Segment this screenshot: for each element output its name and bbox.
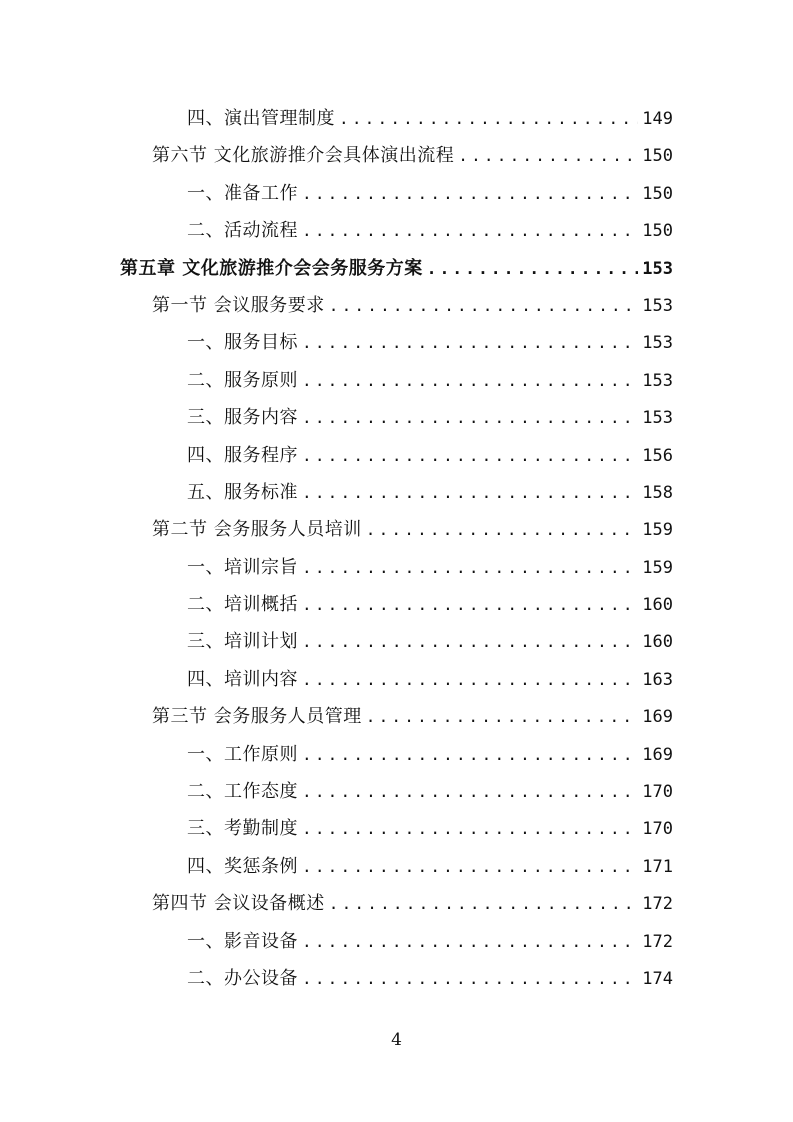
toc-entry-label: 三、服务内容 <box>187 407 298 429</box>
toc-entry-line <box>187 549 673 587</box>
toc-entry-label: 二、培训概括 <box>187 594 298 616</box>
toc-subsection-entry[interactable] <box>0 362 793 399</box>
toc-entry-label: 四、服务程序 <box>187 444 298 466</box>
toc-dot-leader <box>366 511 639 548</box>
toc-dot-leader <box>302 399 638 436</box>
toc-subsection-entry[interactable] <box>0 773 793 810</box>
toc-page-number: 171 <box>642 856 673 877</box>
toc-entry-line <box>187 623 673 661</box>
toc-entry-label: 四、培训内容 <box>187 668 298 690</box>
toc-page-number: 153 <box>642 333 673 354</box>
toc-entry-label: 二、办公设备 <box>187 967 298 989</box>
toc-entry-label: 第三节 会务服务人员管理 <box>152 706 362 728</box>
toc-page-number: 172 <box>642 931 673 952</box>
toc-entry-line <box>187 362 673 400</box>
toc-section-entry[interactable] <box>0 885 793 922</box>
toc-entry-line <box>187 100 673 138</box>
toc-page-number: 153 <box>642 258 673 279</box>
toc-subsection-entry[interactable] <box>0 437 793 474</box>
toc-entry-line <box>152 698 673 736</box>
toc-entry-label: 第二节 会务服务人员培训 <box>152 519 362 541</box>
toc-entry-label: 第四节 会议设备概述 <box>152 893 325 915</box>
toc-page-number: 159 <box>642 520 673 541</box>
toc-page-number: 149 <box>642 109 673 129</box>
toc-entry-line <box>187 586 673 624</box>
toc-chapter-entry[interactable] <box>0 250 793 287</box>
toc-dot-leader <box>302 324 638 361</box>
toc-subsection-entry[interactable] <box>0 848 793 885</box>
toc-entry-label: 第一节 会议服务要求 <box>152 294 325 316</box>
toc-page-number: 169 <box>642 707 673 728</box>
toc-subsection-entry[interactable] <box>0 661 793 698</box>
toc-dot-leader <box>302 773 638 810</box>
toc-page-number: 160 <box>642 595 673 616</box>
toc-page-number: 153 <box>642 295 673 316</box>
toc-subsection-entry[interactable] <box>0 212 793 249</box>
toc-section-entry[interactable] <box>0 698 793 735</box>
toc-entry-line <box>152 287 673 325</box>
toc-entry-label: 二、活动流程 <box>187 220 298 242</box>
toc-dot-leader <box>302 362 638 399</box>
toc-entry-line <box>187 773 673 811</box>
toc-entry-line <box>187 399 673 437</box>
toc-page-number: 160 <box>642 632 673 653</box>
page-number: 4 <box>391 1030 402 1050</box>
toc-dot-leader <box>302 437 638 474</box>
toc-section-entry[interactable] <box>0 137 793 174</box>
toc-page-number: 158 <box>642 482 673 503</box>
toc-entry-line <box>187 810 673 848</box>
toc-subsection-entry[interactable] <box>0 810 793 847</box>
toc-page-number: 153 <box>642 370 673 391</box>
toc-section-entry[interactable] <box>0 511 793 548</box>
toc-entry-label: 一、服务目标 <box>187 332 298 354</box>
toc-subsection-entry[interactable] <box>0 100 793 137</box>
toc-entry-label: 一、影音设备 <box>187 930 298 952</box>
toc-entry-line <box>120 250 673 288</box>
toc-entry-line <box>187 212 673 250</box>
toc-page-number: 170 <box>642 819 673 840</box>
toc-dot-leader <box>458 137 638 174</box>
toc-dot-leader <box>302 923 638 960</box>
toc-page-number: 156 <box>642 445 673 466</box>
toc-page-number: 170 <box>642 782 673 803</box>
toc-page-number: 159 <box>642 557 673 578</box>
toc-dot-leader <box>302 474 638 511</box>
toc-subsection-entry[interactable] <box>0 960 793 997</box>
toc-dot-leader <box>302 175 638 212</box>
toc-entry-line <box>187 736 673 774</box>
toc-dot-leader <box>329 885 639 922</box>
toc-dot-leader <box>302 623 638 660</box>
toc-page-number: 150 <box>642 221 673 242</box>
toc-dot-leader <box>302 586 638 623</box>
toc-entry-line <box>152 137 673 175</box>
table-of-contents <box>0 100 793 997</box>
toc-entry-label: 二、工作态度 <box>187 781 298 803</box>
toc-dot-leader <box>302 549 638 586</box>
toc-entry-line <box>187 848 673 886</box>
toc-dot-leader <box>302 661 638 698</box>
toc-page-number: 150 <box>642 146 673 167</box>
toc-entry-line <box>187 960 673 998</box>
toc-page-number: 169 <box>642 744 673 765</box>
toc-entry-line <box>152 885 673 923</box>
toc-entry-line <box>187 474 673 512</box>
toc-dot-leader <box>329 287 639 324</box>
toc-subsection-entry[interactable] <box>0 623 793 660</box>
toc-entry-label: 第六节 文化旅游推介会具体演出流程 <box>152 145 455 167</box>
toc-subsection-entry[interactable] <box>0 175 793 212</box>
toc-entry-label: 三、培训计划 <box>187 631 298 653</box>
toc-entry-line <box>187 437 673 475</box>
toc-entry-label: 第五章 文化旅游推介会会务服务方案 <box>120 257 423 279</box>
toc-dot-leader <box>302 960 638 997</box>
toc-subsection-entry[interactable] <box>0 549 793 586</box>
toc-dot-leader <box>302 848 638 885</box>
toc-page-number: 172 <box>642 894 673 915</box>
toc-entry-line <box>187 175 673 213</box>
toc-entry-label: 五、服务标准 <box>187 481 298 503</box>
toc-dot-leader <box>302 212 638 249</box>
toc-entry-line <box>187 923 673 961</box>
toc-entry-label: 三、考勤制度 <box>187 818 298 840</box>
toc-entry-label: 四、奖惩条例 <box>187 855 298 877</box>
toc-subsection-entry[interactable] <box>0 399 793 436</box>
toc-entry-label: 一、工作原则 <box>187 743 298 765</box>
toc-dot-leader <box>366 698 639 735</box>
toc-dot-leader <box>302 736 638 773</box>
toc-page-number: 174 <box>642 968 673 989</box>
toc-section-entry[interactable] <box>0 287 793 324</box>
toc-entry-label: 四、演出管理制度 <box>187 108 335 129</box>
toc-entry-label: 二、服务原则 <box>187 369 298 391</box>
toc-dot-leader <box>339 100 638 137</box>
toc-subsection-entry[interactable] <box>0 324 793 361</box>
toc-entry-line <box>187 661 673 699</box>
toc-subsection-entry[interactable] <box>0 474 793 511</box>
toc-page-number: 153 <box>642 408 673 429</box>
toc-entry-line <box>187 324 673 362</box>
toc-dot-leader <box>302 810 638 847</box>
toc-dot-leader <box>427 250 639 287</box>
toc-subsection-entry[interactable] <box>0 586 793 623</box>
toc-subsection-entry[interactable] <box>0 923 793 960</box>
toc-page-number: 150 <box>642 183 673 204</box>
toc-subsection-entry[interactable] <box>0 736 793 773</box>
toc-entry-label: 一、培训宗旨 <box>187 556 298 578</box>
toc-entry-line <box>152 511 673 549</box>
toc-page-number: 163 <box>642 669 673 690</box>
toc-entry-label: 一、准备工作 <box>187 182 298 204</box>
